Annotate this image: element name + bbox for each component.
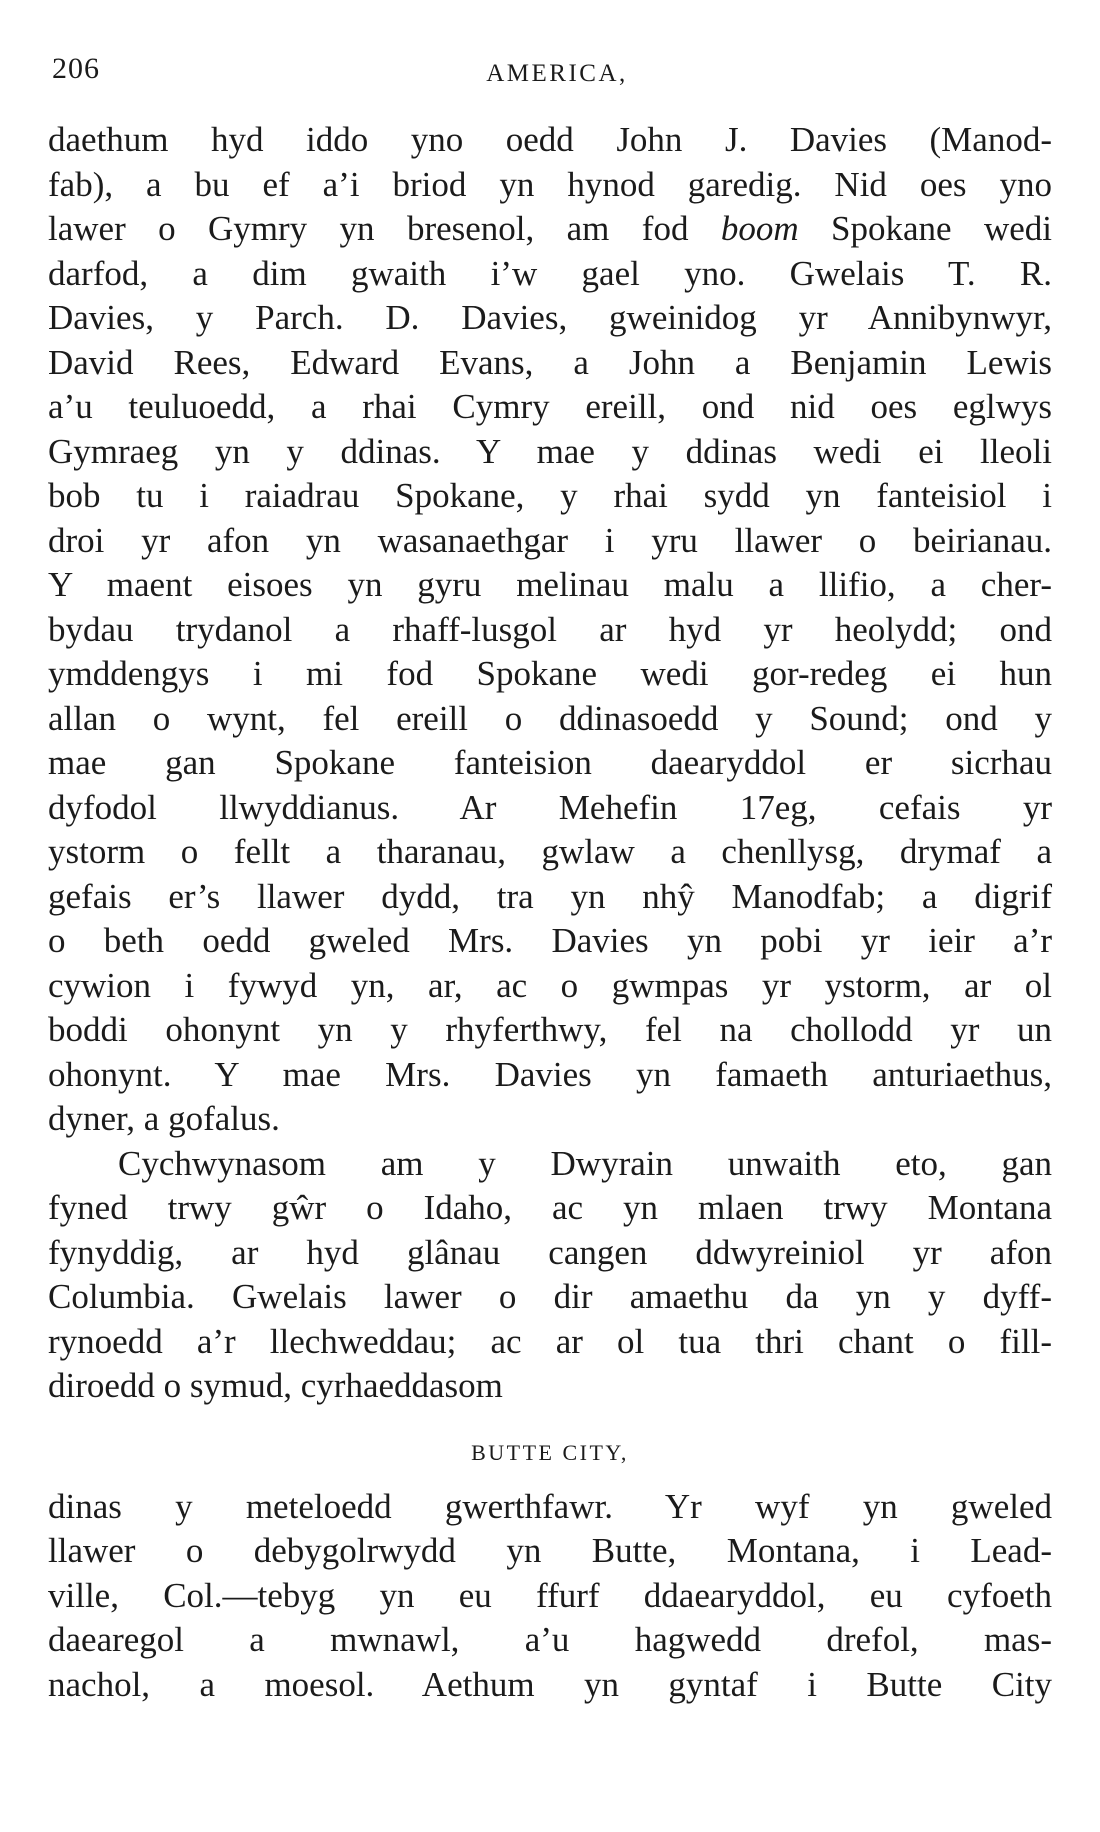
text-line: cywion i fywyd yn, ar, ac o gwmpas yr ystorm, ar ol: [48, 965, 1052, 1005]
text-line: dyner, a gofalus.: [48, 1099, 280, 1138]
text-line: darfod, a dim gwaith i’w gael yno. Gwelais T. R.: [48, 253, 1052, 293]
body-text: [48, 118, 1052, 1707]
text-line: Cychwynasom am y Dwyrain unwaith eto, gan: [118, 1143, 1052, 1183]
text-line: droi yr afon yn wasanaethgar i yru llawer o beirianau.: [48, 520, 1052, 560]
text-line: a’u teuluoedd, a rhai Cymry ereill, ond nid oes eglwys: [48, 387, 1052, 426]
text-line: daethum hyd iddo yno oedd John J. Davies (Manod-: [48, 120, 1052, 159]
text-line: ystorm o fellt a tharanau, gwlaw a chenllysg, drymaf a: [48, 832, 1052, 871]
text-line: boddi ohonynt yn y rhyferthwy, fel na chollodd yr un: [48, 1010, 1052, 1049]
text-line: ymddengys i mi fod Spokane wedi gor-redeg ei hun: [48, 654, 1052, 693]
italic-word: boom: [720, 209, 799, 248]
text-line: nachol, a moesol. Aethum yn gyntaf i Butte City: [48, 1664, 1052, 1704]
text-line: daearegol a mwnawl, a’u hagwedd drefol, mas-: [48, 1620, 1052, 1659]
text-line: dinas y meteloedd gwerthfawr. Yr wyf yn gweled: [48, 1486, 1052, 1526]
running-title: AMERICA,: [486, 60, 628, 87]
text-line: ville, Col.—tebyg yn eu ffurf ddaearyddol, eu cyfoeth: [48, 1575, 1052, 1615]
paragraph-1: [48, 118, 1052, 1142]
text-line: dyfodol llwyddianus. Ar Mehefin 17eg, cefais yr: [48, 787, 1052, 827]
text-line: llawer o debygolrwydd yn Butte, Montana, i Lead-: [48, 1531, 1052, 1570]
page-number: 206: [52, 52, 100, 85]
text-line: o beth oedd gweled Mrs. Davies yn pobi yr ieir a’r: [48, 921, 1052, 960]
text-line: fyned trwy gŵr o Idaho, ac yn mlaen trwy Montana: [48, 1188, 1052, 1227]
text-line: mae gan Spokane fanteision daearyddol er sicrhau: [48, 743, 1052, 782]
text-line: Davies, y Parch. D. Davies, gweinidog yr Annibynwyr,: [48, 298, 1052, 337]
text-line: gefais er’s llawer dydd, tra yn nhŷ Manodfab; a digrif: [48, 876, 1052, 916]
text-line: allan o wynt, fel ereill o ddinasoedd y Sound; ond y: [48, 698, 1052, 738]
text-line: Gymraeg yn y ddinas. Y mae y ddinas wedi ei lleoli: [48, 431, 1052, 471]
text-line: fab), a bu ef a’i briod yn hynod garedig. Nid oes yno: [48, 164, 1052, 204]
text-line: Columbia. Gwelais lawer o dir amaethu da yn y dyff-: [48, 1277, 1052, 1316]
text-line-end: Spokane wedi: [798, 209, 1052, 248]
text-line: bob tu i raiadrau Spokane, y rhai sydd yn fanteisiol i: [48, 476, 1052, 515]
paragraph-3: [48, 1485, 1052, 1708]
text-line: rynoedd a’r llechweddau; ac ar ol tua thri chant o fill-: [48, 1321, 1052, 1361]
text-line: fynyddig, ar hyd glânau cangen ddwyreiniol yr afon: [48, 1232, 1052, 1272]
text-line: ohonynt. Y mae Mrs. Davies yn famaeth anturiaethus,: [48, 1054, 1052, 1094]
text-line: David Rees, Edward Evans, a John a Benjamin Lewis: [48, 342, 1052, 382]
text-line: bydau trydanol a rhaff-lusgol ar hyd yr heolydd; ond: [48, 609, 1052, 649]
text-line-start: lawer o Gymry yn bresenol, am fod: [48, 209, 689, 248]
text-line: Y maent eisoes yn gyru melinau malu a llifio, a cher-: [48, 565, 1052, 604]
text-line: diroedd o symud, cyrhaeddasom: [48, 1366, 503, 1405]
paragraph-2: [48, 1142, 1052, 1409]
text-line-with-italic: [48, 207, 1052, 252]
section-heading: BUTTE CITY,: [471, 1439, 629, 1465]
running-head: [52, 52, 1052, 92]
